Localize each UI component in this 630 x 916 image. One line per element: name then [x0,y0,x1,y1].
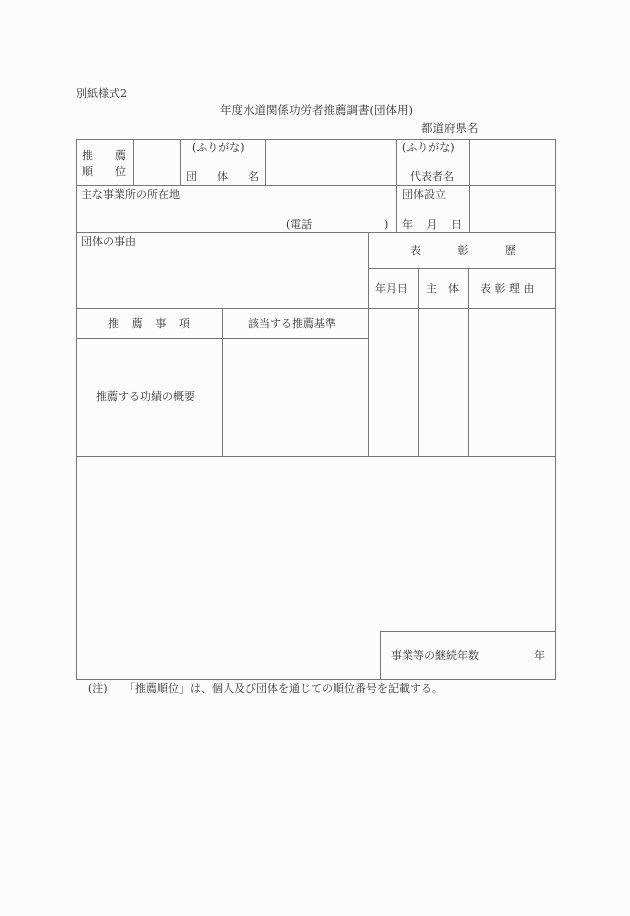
phone-close: ) [384,218,389,231]
label-char: 歴 [505,244,516,257]
rank-input-cell[interactable] [134,140,179,184]
day-label: 日 [451,218,462,231]
label-char: 順 [82,165,93,178]
label-char: 推 [108,317,119,330]
rank-label-line1 [82,150,126,161]
address-input-cell[interactable] [77,200,395,216]
divider [380,631,556,632]
phone-open: (電話 [286,218,313,231]
divider [180,139,181,185]
reason-input-cell[interactable] [77,252,367,306]
awards-col-date: 年月日 [375,282,408,295]
years-label: 事業等の継続年数 [391,649,479,662]
furigana-label-org: (ふりがな) [192,141,245,154]
label-char: 事 [155,317,167,330]
awards-reason-input-cell[interactable] [469,309,554,455]
awards-header [410,245,516,256]
furigana-label-rep: (ふりがな) [402,141,455,154]
month-label: 月 [426,218,438,231]
form-number: 別紙様式2 [76,87,127,100]
criteria-input-cell[interactable] [223,339,367,455]
established-label: 団体設立 [402,188,446,201]
established-date-labels [402,219,462,230]
awards-date-input-cell[interactable] [369,309,417,455]
label-char: 項 [178,317,190,330]
label-char: 位 [115,165,126,178]
org-name-input-cell[interactable] [266,140,395,184]
rep-name-input-cell[interactable] [470,140,554,184]
divider [76,232,556,233]
awards-body-input-cell[interactable] [419,309,467,455]
label-char: 体 [217,170,228,183]
label-char: 薦 [115,149,126,162]
page-title: 年度水道関係功労者推薦調書(団体用) [220,103,413,117]
rep-name-label: 代表者名 [410,170,454,183]
summary-input-area[interactable] [77,457,555,630]
divider [368,268,556,269]
established-input-cell[interactable] [470,186,554,231]
address-label: 主な事業所の所在地 [81,188,180,201]
rank-label-line2 [82,166,126,177]
label-char: 彰 [457,244,469,257]
label-char: 表 [410,244,421,257]
recommend-items-label [108,318,190,329]
awards-col-body: 主 体 [426,282,459,295]
label-char: 推 [82,149,93,162]
table-border-right [555,139,556,679]
summary-label: 推薦する功績の概要 [96,390,195,403]
note-prefix: (注) [88,682,108,695]
org-name-label [186,171,259,182]
label-char: 団 [186,170,197,183]
table-border-bottom [76,679,556,680]
prefecture-label: 都道府県名 [421,121,479,135]
note-text: 「推薦順位」は、個人及び団体を通じての順位番号を記載する。 [124,682,443,695]
years-unit: 年 [534,649,545,662]
years-input[interactable] [480,645,530,665]
awards-col-reason: 表 彰 理 由 [480,282,535,295]
reason-label: 団体の事由 [81,235,136,248]
year-label: 年 [402,218,413,231]
criteria-label: 該当する推薦基準 [248,317,336,330]
label-char: 薦 [131,317,143,330]
divider [380,631,381,679]
label-char: 名 [248,170,259,183]
